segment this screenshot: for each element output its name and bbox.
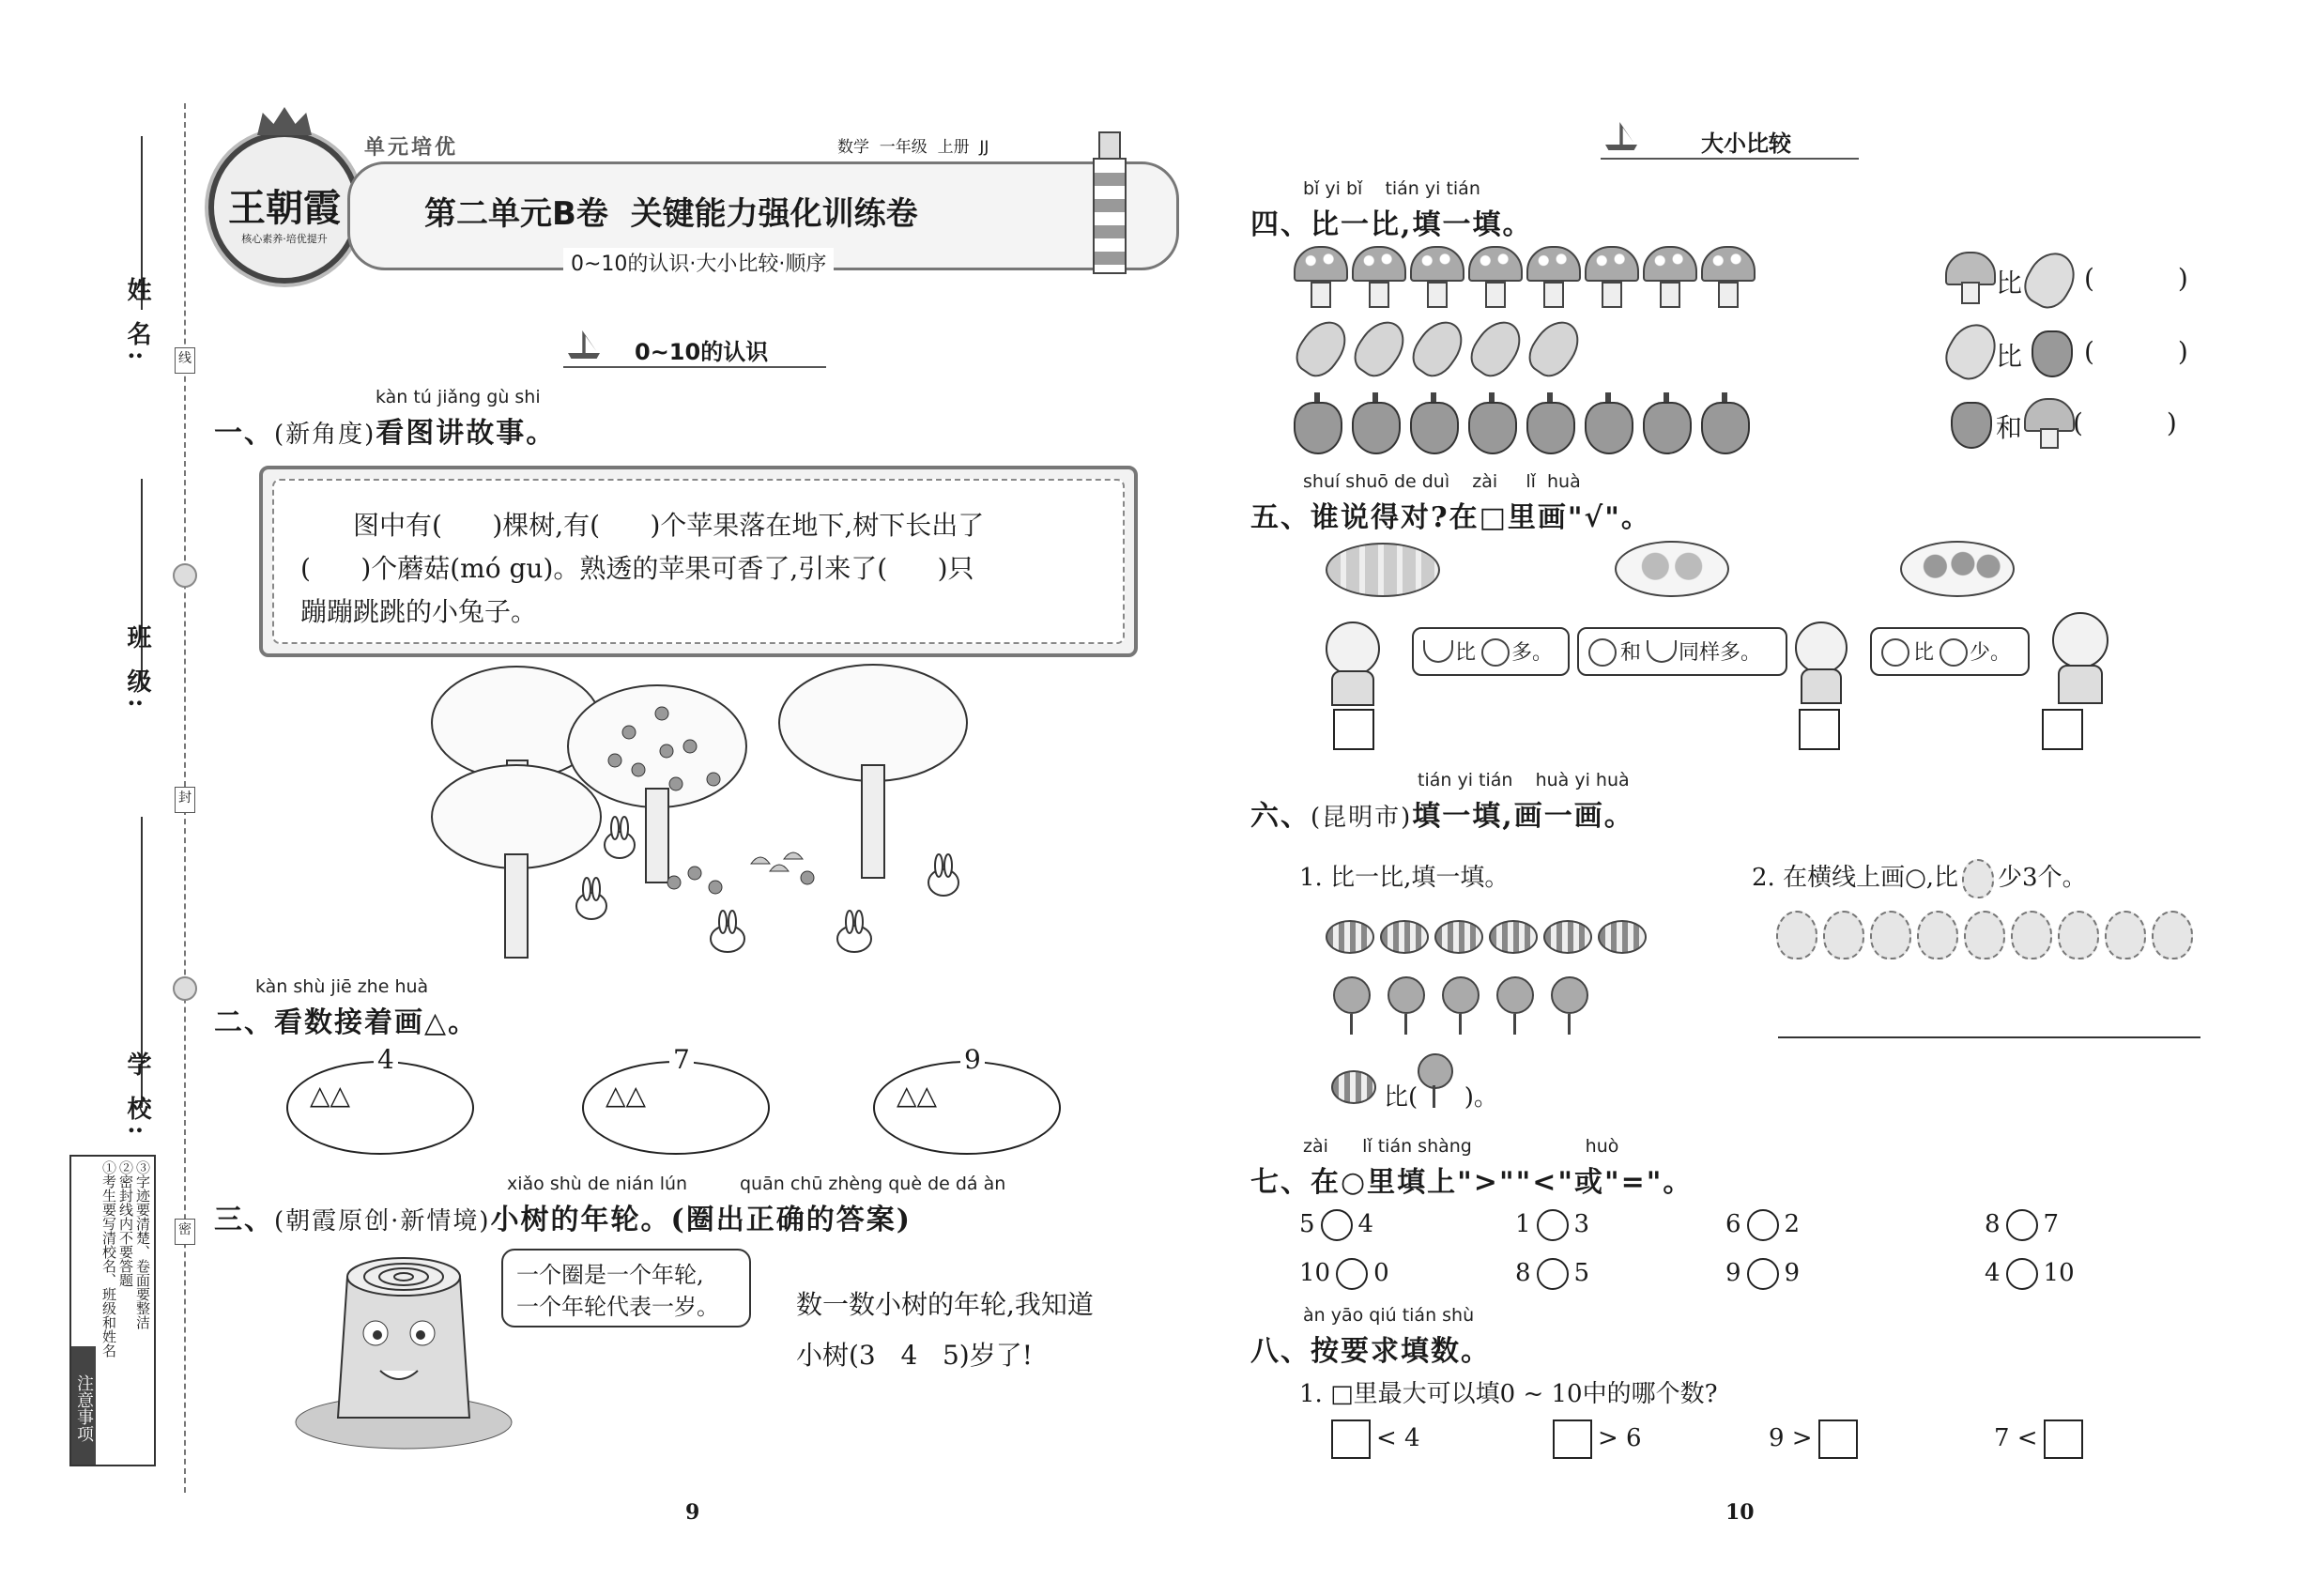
persimmon-icon <box>1588 638 1617 667</box>
ellipse-number: 7 <box>669 1044 694 1075</box>
answer-circle[interactable] <box>2006 1209 2038 1241</box>
pear-icon <box>2011 911 2052 959</box>
flower-icon <box>1551 976 1588 1035</box>
right-number: 3 <box>1573 1210 1590 1238</box>
q3-pinyin-2: quān chū zhèng què de dá àn <box>740 1174 1006 1194</box>
pear-icon <box>1962 859 1994 898</box>
pear-icon <box>1870 911 1911 959</box>
fill-item <box>1994 1420 2089 1459</box>
check-box-1[interactable] <box>1333 709 1374 750</box>
cabbage-icon <box>1352 319 1401 377</box>
grade-meta: 数学 一年级 上册 JJ <box>837 138 989 157</box>
pepper-icon <box>1352 392 1401 454</box>
banana-plate-icon <box>1326 543 1440 597</box>
bubble-word: 和 <box>1620 641 1642 665</box>
fill-item <box>1547 1420 1642 1459</box>
compare-answer[interactable]: ( ) <box>2073 407 2177 438</box>
mushroom-icon <box>1701 246 1756 308</box>
peach-plate-icon <box>1615 541 1729 597</box>
left-number: 8 <box>1985 1210 2001 1238</box>
draw-line[interactable] <box>1778 1036 2200 1038</box>
right-number: 9 <box>1784 1259 1801 1287</box>
ellipse-number: 9 <box>960 1044 985 1075</box>
mushroom-icon <box>1352 246 1406 308</box>
compare-word: 比 <box>1996 341 2023 372</box>
banana-icon <box>1423 640 1453 663</box>
pepper-icon <box>1585 392 1633 454</box>
q6-sub1: 1. 比一比,填一填。 <box>1299 864 1510 892</box>
brand-logo <box>208 131 360 284</box>
q8-sub1: 1. □里最大可以填0 ~ 10中的哪个数? <box>1299 1380 1718 1408</box>
section-title-left: 0~10的认识 <box>635 339 769 365</box>
compare-item <box>1985 1209 2059 1241</box>
bee-icon <box>1380 920 1429 954</box>
q5-pinyin: shuí shuō de duì zài lǐ huà <box>1303 471 1581 492</box>
compare-item <box>1985 1258 2075 1290</box>
left-number: 10 <box>1299 1259 1331 1287</box>
left-number: 5 <box>1299 1210 1315 1238</box>
right-number: 10 <box>2043 1259 2075 1287</box>
q4-number: 四、 <box>1250 208 1311 241</box>
left-number: 6 <box>1725 1210 1741 1238</box>
fill-prefix: 9 > <box>1769 1424 1813 1452</box>
tree-stump-illustration <box>282 1239 526 1455</box>
compare-answer[interactable]: ( ) <box>2084 336 2188 367</box>
q2-title: 看数接着画△。 <box>274 1006 479 1039</box>
persimmon-icon <box>1940 638 1968 667</box>
pepper-icon <box>1410 392 1459 454</box>
brand-tagline: 核心素养·培优提升 <box>241 233 328 245</box>
unit-badge: 单元培优 <box>364 136 459 160</box>
compare-word: 和 <box>1996 412 2023 443</box>
speech-bubble <box>501 1249 751 1327</box>
right-number: 7 <box>2043 1210 2060 1238</box>
bee-icon <box>1434 920 1483 954</box>
q2-heading <box>214 999 478 1040</box>
pear-icon <box>2058 911 2099 959</box>
compare-row-1 <box>1945 252 2227 308</box>
pear-icon <box>2152 911 2193 959</box>
bee-icon <box>1489 920 1538 954</box>
pepper-icon <box>1643 392 1692 454</box>
q8-heading <box>1250 1327 1491 1369</box>
compare-item <box>1515 1209 1589 1241</box>
q8-number: 八、 <box>1250 1335 1311 1368</box>
pear-icon <box>1964 911 2005 959</box>
notice-item: ③字迹要清楚、卷面要整洁 <box>134 1160 151 1329</box>
bubble-tail: 多。 <box>1511 641 1554 665</box>
q3-tag: (朝霞原创·新情境) <box>274 1207 491 1235</box>
answer-circle[interactable] <box>1747 1258 1779 1290</box>
q6-tag: (昆明市) <box>1311 804 1413 832</box>
section-title-right: 大小比较 <box>1701 130 1791 157</box>
q1-pinyin: kàn tú jiǎng gù shi <box>376 387 541 407</box>
flower-icon <box>1333 976 1371 1035</box>
answer-circle[interactable] <box>2006 1258 2038 1290</box>
q5-number: 五、 <box>1250 501 1311 534</box>
cabbage-icon <box>2016 244 2084 315</box>
speech-bubble-2 <box>1577 627 1787 676</box>
compare-item <box>1725 1258 1800 1290</box>
mushroom-icon <box>2024 398 2075 432</box>
left-number: 9 <box>1725 1259 1741 1287</box>
cabbage-icon <box>1526 319 1575 377</box>
triangle-marks: △△ <box>897 1080 938 1111</box>
q6-sub2-tail: 少3个。 <box>1998 864 2087 892</box>
q1-number: 一、 <box>214 417 274 450</box>
mushroom-icon <box>1468 246 1523 308</box>
bubble-word: 比 <box>1455 641 1477 665</box>
mushroom-icon <box>1526 246 1581 308</box>
q4-pinyin: bǐ yi bǐ tián yi tián <box>1303 178 1480 199</box>
compare-item <box>1299 1209 1373 1241</box>
mushroom-icon <box>1585 246 1639 308</box>
speech-bubble-3 <box>1870 627 2030 676</box>
answer-circle[interactable] <box>1537 1258 1569 1290</box>
check-box-2[interactable] <box>1799 709 1840 750</box>
answer-circle[interactable] <box>1537 1209 1569 1241</box>
q3-answer-choices[interactable]: 小树(3 4 5)岁了! <box>796 1340 1033 1371</box>
q7-title: 在○里填上">""<"或"="。 <box>1311 1166 1694 1199</box>
sailboat-icon <box>1605 122 1637 150</box>
story-line-3: 蹦蹦跳跳的小兔子。 <box>300 596 538 627</box>
binding-hole-icon <box>173 563 197 588</box>
fill-item <box>1326 1420 1420 1459</box>
check-box-3[interactable] <box>2042 709 2083 750</box>
q1-tag: (新角度) <box>274 421 376 449</box>
class-label: 班 级: <box>123 624 151 714</box>
speech-bubble-1 <box>1412 627 1570 676</box>
triangle-marks: △△ <box>310 1080 351 1111</box>
q7-number: 七、 <box>1250 1166 1311 1199</box>
lighthouse-icon <box>1089 131 1127 272</box>
story-illustration <box>413 657 995 967</box>
cut-mark-3: 密 <box>175 1219 195 1245</box>
tree-icon <box>432 765 601 958</box>
notice-box <box>69 1155 156 1466</box>
q3-text-line-1: 数一数小树的年轮,我知道 <box>796 1289 1094 1320</box>
answer-circle[interactable] <box>1336 1258 1368 1290</box>
compare-word: 比 <box>1996 268 2023 299</box>
ellipse-number: 4 <box>374 1044 398 1075</box>
q7-heading <box>1250 1159 1693 1200</box>
mushroom-icon <box>1294 246 1348 308</box>
q1-heading <box>214 409 556 451</box>
mushroom-icon <box>1643 246 1697 308</box>
tree-icon <box>779 665 967 878</box>
q1-title: 看图讲故事。 <box>376 417 557 450</box>
compare-item <box>1299 1258 1389 1290</box>
fill-suffix: < 4 <box>1376 1424 1420 1452</box>
pepper-icon <box>1526 392 1575 454</box>
section-underline <box>563 366 826 368</box>
kid-avatar <box>2047 612 2110 702</box>
q3-heading <box>214 1196 912 1237</box>
answer-box[interactable] <box>1818 1420 1858 1459</box>
bee-icon <box>1331 1070 1376 1104</box>
q6-number: 六、 <box>1250 800 1311 833</box>
answer-circle[interactable] <box>1747 1209 1779 1241</box>
brand-crown-icon <box>257 107 312 135</box>
q6-heading <box>1250 792 1634 834</box>
bubble-line-2: 一个年轮代表一岁。 <box>516 1294 719 1320</box>
answer-circle[interactable] <box>1321 1209 1353 1241</box>
story-line-2: ( )个蘑菇(mó gu)。熟透的苹果可香了,引来了( )只 <box>300 553 974 584</box>
q2-number: 二、 <box>214 1006 274 1039</box>
cut-mark-1: 线 <box>175 347 195 374</box>
pear-icon <box>1823 911 1864 959</box>
page-number-right: 10 <box>1725 1500 1755 1525</box>
fallen-apple-icon <box>667 867 814 894</box>
banana-icon <box>1647 640 1677 663</box>
binding-hole-icon <box>173 976 197 1001</box>
triangle-marks: △△ <box>606 1080 647 1111</box>
pepper-icon <box>2032 330 2073 377</box>
right-number: 2 <box>1784 1210 1801 1238</box>
pepper-icon <box>1294 392 1342 454</box>
left-number: 1 <box>1515 1210 1531 1238</box>
answer-box[interactable] <box>1331 1420 1371 1459</box>
story-line-1: 图中有( )棵树,有( )个苹果落在地下,树下长出了 <box>353 510 985 541</box>
q3-pinyin-1: xiǎo shù de nián lún <box>507 1174 688 1194</box>
persimmon-plate-icon <box>1900 541 2015 597</box>
q4-heading <box>1250 201 1532 242</box>
story-box <box>259 466 1138 657</box>
q6-pinyin: tián yi tián huà yi huà <box>1418 770 1630 790</box>
answer-box[interactable] <box>2044 1420 2083 1459</box>
q6-title: 填一填,画一画。 <box>1412 800 1634 833</box>
notice-item: ②密封线内不要答题 <box>117 1160 134 1287</box>
school-label: 学 校: <box>123 1051 151 1141</box>
page-number-left: 9 <box>685 1500 700 1525</box>
q6-sub2-text: 2. 在横线上画○,比 <box>1752 864 1959 892</box>
cabbage-icon <box>1294 319 1342 377</box>
fill-item <box>1769 1420 1863 1459</box>
pear-icon <box>1776 911 1817 959</box>
right-number: 5 <box>1573 1259 1590 1287</box>
cabbage-icon <box>1468 319 1517 377</box>
page-subtitle: 0~10的认识·大小比较·顺序 <box>563 248 834 277</box>
q5-title: 谁说得对?在□里画"√"。 <box>1311 501 1651 534</box>
notice-item: ①考生要写清校名、班级和姓名 <box>100 1160 117 1358</box>
sailboat-icon <box>568 330 600 359</box>
left-number: 4 <box>1985 1259 2001 1287</box>
mushroom-icon <box>1945 252 1996 285</box>
q2-pinyin: kàn shù jiē zhe huà <box>255 976 429 997</box>
q4-title: 比一比,填一填。 <box>1311 208 1533 241</box>
section-underline <box>1601 158 1859 160</box>
q3-title: 小树的年轮。(圈出正确的答案) <box>490 1204 912 1236</box>
bee-icon <box>1543 920 1592 954</box>
right-number: 0 <box>1373 1259 1389 1287</box>
flower-icon <box>1442 976 1480 1035</box>
q7-pinyin: zài lǐ tián shàng huò <box>1303 1136 1619 1157</box>
girl-avatar <box>1318 622 1384 702</box>
answer-box[interactable] <box>1553 1420 1592 1459</box>
peach-icon <box>1881 638 1909 667</box>
q5-heading <box>1250 494 1651 535</box>
bubble-word: 比 <box>1913 641 1935 665</box>
mushroom-icon <box>1410 246 1464 308</box>
fill-prefix: 7 < <box>1994 1424 2038 1452</box>
tree-ring-icon <box>347 1258 460 1296</box>
name-label: 姓 名: <box>123 277 151 366</box>
bubble-tail: 少。 <box>1970 641 2012 665</box>
compare-item <box>1515 1258 1589 1290</box>
flower-icon <box>1496 976 1534 1035</box>
bee-icon <box>1598 920 1647 954</box>
cabbage-icon <box>1410 319 1459 377</box>
pear-icon <box>1917 911 1958 959</box>
bubble-line-1: 一个圈是一个年轮, <box>516 1262 704 1288</box>
left-number: 8 <box>1515 1259 1531 1287</box>
compare-row-3 <box>1945 394 2227 451</box>
rabbit-icon <box>576 817 958 952</box>
bee-icon <box>1326 920 1374 954</box>
cut-mark-2: 封 <box>175 787 195 813</box>
right-number: 4 <box>1357 1210 1374 1238</box>
pepper-icon <box>1951 402 1992 449</box>
q6-sub2 <box>1752 858 2087 898</box>
q3-number: 三、 <box>214 1204 274 1236</box>
pepper-icon <box>1468 392 1517 454</box>
flower-icon <box>1388 976 1425 1035</box>
page-title: 第二单元B卷 关键能力强化训练卷 <box>424 195 918 233</box>
q8-title: 按要求填数。 <box>1311 1335 1491 1368</box>
q8-pinyin: àn yāo qiú tián shù <box>1303 1305 1475 1326</box>
compare-item <box>1725 1209 1800 1241</box>
bubble-tail: 同样多。 <box>1679 641 1762 665</box>
fill-suffix: > 6 <box>1598 1424 1642 1452</box>
boy-avatar <box>1789 622 1849 702</box>
pepper-icon <box>1701 392 1750 454</box>
brand-name: 王朝霞 <box>228 186 341 230</box>
peach-icon <box>1481 638 1510 667</box>
pear-icon <box>2105 911 2146 959</box>
compare-answer[interactable]: ( ) <box>2084 263 2188 294</box>
q6-sub1-answer[interactable]: 比( )。 <box>1384 1083 1498 1112</box>
notice-title: 注意事项 <box>71 1346 96 1465</box>
mushroom-icon <box>751 852 803 871</box>
compare-row-2 <box>1945 323 2227 379</box>
